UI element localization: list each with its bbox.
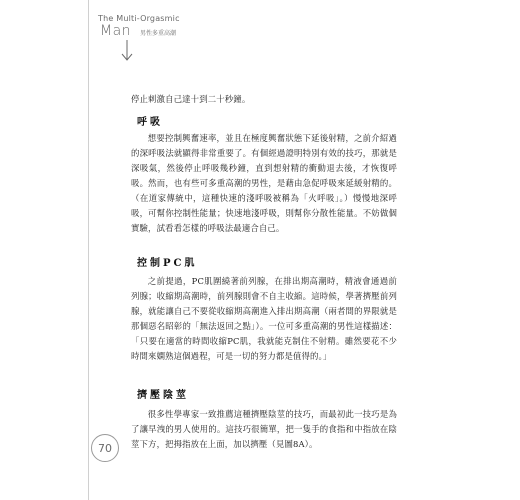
breathing-paragraph-block	[131, 131, 397, 236]
intro-paragraph-block	[131, 92, 397, 107]
squeeze-paragraph: 很多性學專家一致推薦這種擠壓陰莖的技巧，而最初此一技巧是為了讓早洩的男人使用的。這技巧很簡單，把一隻手的食指和中指放在陰莖下方，把拇指放在上面，加以擠壓（見圖8A）。	[131, 409, 397, 449]
logo-title-line2: Man	[100, 23, 132, 39]
heading-breathing: 呼吸	[137, 117, 163, 128]
heading-squeeze: 擠壓陰莖	[137, 390, 189, 401]
page-edge-line	[88, 0, 89, 500]
pc-paragraph: 之前提過，PC肌圍繞著前列腺，在排出期高潮時，精液會通過前列腺；收縮期高潮時，前列腺則會不自主收縮。這時候，學著擠壓前列腺，就能讓自己不要從收縮期高潮進入排出期高潮（兩者間的界限就是那個惡名昭彰的「無法返回之點」）。一位可多重高潮的男性這樣描述：「只要在適當的時間收縮PC肌，我就能克制住不射精。雖然要花不少時間來嫻熟這個過程，可是一切的努力都是值得的。」	[131, 276, 397, 361]
heading-pc-muscle: 控制PC肌	[137, 258, 198, 269]
pc-paragraph-block	[131, 274, 397, 364]
logo-title-line1: The Multi-Orgasmic	[98, 14, 180, 23]
page-number: 70	[91, 434, 119, 462]
intro-paragraph: 停止刺激自己達十到二十秒鐘。	[131, 94, 251, 104]
squeeze-paragraph-block	[131, 407, 397, 452]
book-logo	[98, 14, 208, 64]
breathing-paragraph: 想要控制興奮速率，並且在極度興奮狀態下延後射精，之前介紹過的深呼吸法就顯得非常重要了。有個經過證明特別有效的技巧，那就是深吸氣，然後停止呼吸幾秒鐘，直到想射精的衝動退去後，才恢復呼吸。然而，也有些可多重高潮的男性，是藉由急促呼吸來延緩射精的。（在道家傳統中，這種快速的淺呼吸被稱為「火呼吸」。）慢慢地深呼吸，可幫你控制性能量；快速地淺呼吸，則幫你分散性能量。不妨做個實驗，試看看怎樣的呼吸法最適合自己。	[131, 133, 397, 233]
logo-subtitle: 男性多重高潮	[140, 30, 177, 37]
male-symbol-icon	[121, 40, 133, 62]
